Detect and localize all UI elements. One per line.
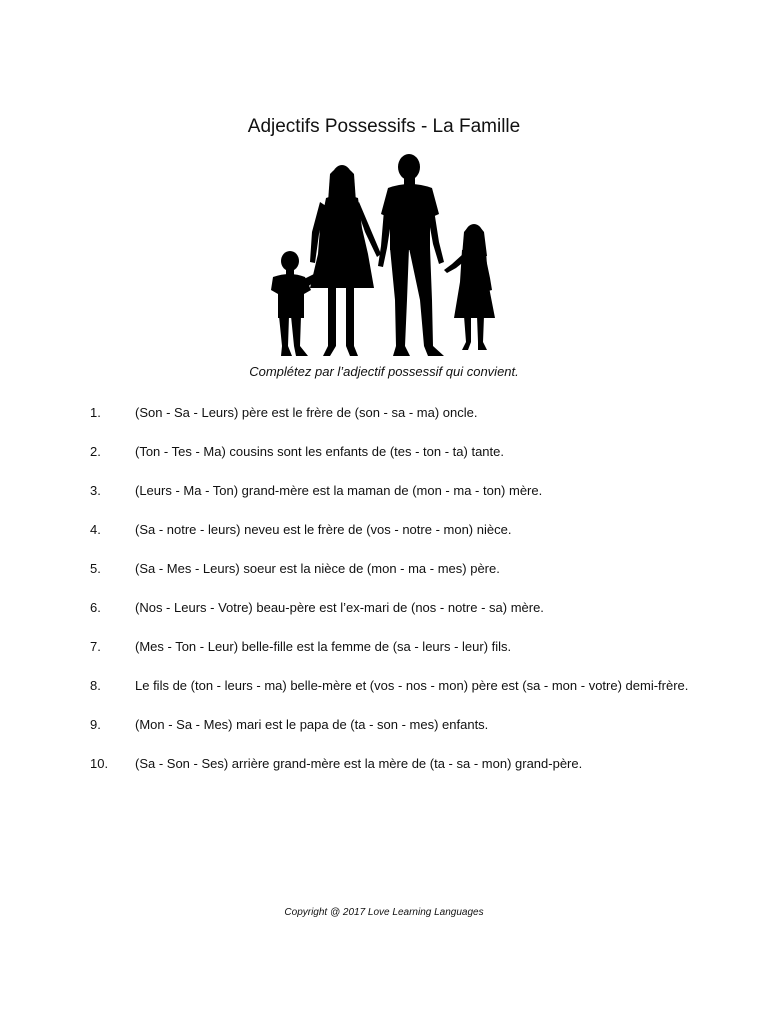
exercise-text: (Nos - Leurs - Votre) beau-père est l’ex-mari de (nos - notre - sa) mère. (135, 600, 544, 615)
family-silhouette-icon (264, 150, 504, 362)
exercise-text: (Mon - Sa - Mes) mari est le papa de (ta - son - mes) enfants. (135, 717, 489, 732)
exercise-text: (Sa - Mes - Leurs) soeur est la nièce de (mon - ma - mes) père. (135, 561, 500, 576)
exercise-item (90, 598, 690, 617)
exercise-list (90, 403, 690, 793)
exercise-number: 2. (90, 444, 101, 459)
exercise-text: (Leurs - Ma - Ton) grand-mère est la maman de (mon - ma - ton) mère. (135, 483, 543, 498)
exercise-text: (Sa - notre - leurs) neveu est le frère de (vos - notre - mon) nièce. (135, 522, 512, 537)
exercise-item (90, 481, 690, 500)
exercise-item (90, 715, 690, 734)
exercise-number: 8. (90, 678, 101, 693)
exercise-number: 6. (90, 600, 101, 615)
exercise-text: (Ton - Tes - Ma) cousins sont les enfants de (tes - ton - ta) tante. (135, 444, 504, 459)
exercise-text: (Sa - Son - Ses) arrière grand-mère est la mère de (ta - sa - mon) grand-père. (135, 756, 583, 771)
exercise-number: 7. (90, 639, 101, 654)
exercise-number: 4. (90, 522, 101, 537)
copyright-footer: Copyright @ 2017 Love Learning Languages (284, 907, 484, 918)
exercise-item (90, 520, 690, 539)
exercise-text: Le fils de (ton - leurs - ma) belle-mère et (vos - nos - mon) père est (sa - mon - votre) demi-frère. (135, 678, 689, 693)
exercise-number: 1. (90, 405, 101, 420)
exercise-item (90, 676, 690, 695)
exercise-number: 9. (90, 717, 101, 732)
exercise-text: (Son - Sa - Leurs) père est le frère de (son - sa - ma) oncle. (135, 405, 478, 420)
exercise-text: (Mes - Ton - Leur) belle-fille est la femme de (sa - leurs - leur) fils. (135, 639, 512, 654)
exercise-item (90, 442, 690, 461)
page-title: Adjectifs Possessifs - La Famille (247, 116, 521, 137)
instructions: Complétez par l’adjectif possessif qui convient. (249, 364, 519, 379)
exercise-number: 3. (90, 483, 101, 498)
exercise-item (90, 637, 690, 656)
exercise-item (90, 754, 690, 773)
exercise-item (90, 403, 690, 422)
exercise-number: 5. (90, 561, 101, 576)
exercise-number: 10. (90, 756, 109, 771)
exercise-item (90, 559, 690, 578)
